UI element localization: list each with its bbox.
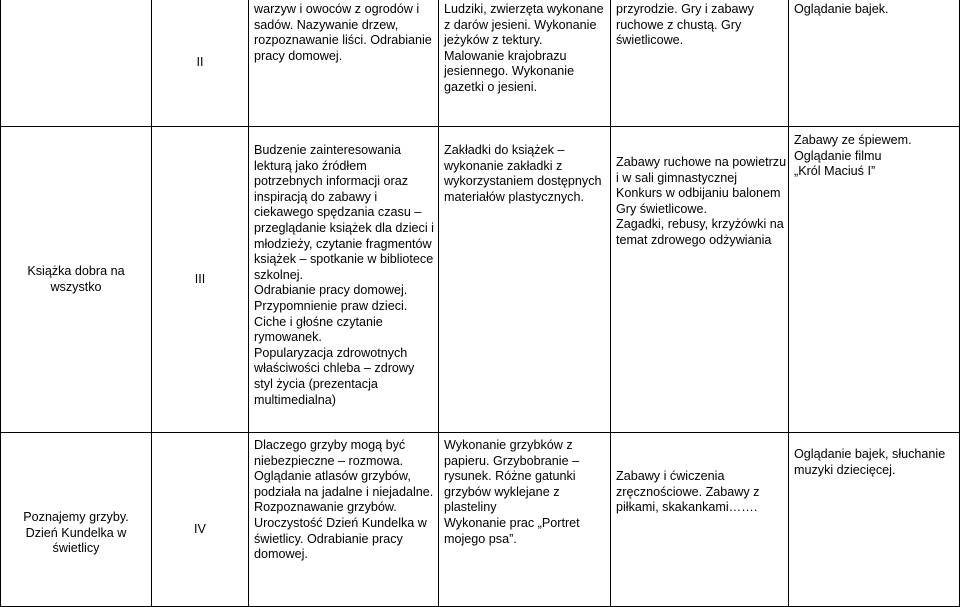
cell-text-line: z darów jesieni. Wykonanie (444, 17, 597, 32)
cell-text-line: Ludziki, zwierzęta wykonane (444, 2, 604, 16)
leisure-cell (789, 0, 960, 127)
cell-text-line: Oglądanie filmu (794, 148, 882, 163)
cell-text-line: przyrodzie. Gry i zabawy (616, 2, 754, 16)
cell-text-line: przeglądanie książek dla dzieci i (254, 220, 434, 235)
level-cell (152, 433, 249, 607)
cell-text-line: Zakładki do książek – (444, 143, 565, 157)
cell-text-line: lekturą jako źródłem (254, 158, 367, 173)
cell-text-line: młodzieży, czytanie fragmentów (254, 236, 432, 251)
cell-text-line: warzyw i owoców z ogrodów i (254, 2, 420, 16)
cell-text-line: Zabawy i ćwiczenia (616, 469, 725, 483)
cell-text-line: potrzebnych informacji oraz (254, 174, 408, 189)
cell-text-line: jeżyków z tektury. (444, 33, 543, 48)
cell-text-line: niebezpieczne – rozmowa. (254, 453, 404, 468)
cell-text-line: świetlicy. Odrabianie pracy (254, 531, 403, 546)
cell-text-line: jesiennego. Wykonanie (444, 64, 575, 79)
cell-text-line: pracy domowej. (254, 48, 343, 63)
leisure-cell (789, 127, 960, 433)
cell-text-line: wykorzystaniem dostępnych (444, 174, 602, 189)
cell-text-line: papieru. Grzybobranie – (444, 453, 580, 468)
cell-text-line: Książka dobra na (27, 263, 125, 278)
cell-text-line: świetlicy (52, 541, 100, 556)
level-cell (152, 127, 249, 433)
activities-cell (249, 0, 439, 127)
cell-text-line: Oglądanie atlasów grzybów, (254, 469, 411, 484)
table-body (1, 0, 960, 607)
cell-text-line: multimedialna) (254, 392, 336, 407)
cell-text-line: inspiracją do zabawy i (254, 189, 378, 204)
cell-text-line: materiałów plastycznych. (444, 189, 584, 204)
cell-text-line: plasteliny (444, 500, 497, 515)
cell-text-line: II (196, 55, 204, 70)
games-cell (611, 433, 789, 607)
cell-text-line: Popularyzacja zdrowotnych (254, 345, 408, 360)
table-row (1, 127, 960, 433)
cell-text-line: Zagadki, rebusy, krzyżówki na (616, 217, 784, 232)
cell-text-line: Gry świetlicowe. (616, 201, 707, 216)
cell-text-line: Zabawy ze śpiewem. (794, 133, 912, 147)
cell-text-line: Rozpoznawanie grzybów. (254, 500, 397, 515)
cell-text-line: wszystko (50, 279, 102, 294)
cell-text-line: Ciche i głośne czytanie (254, 314, 383, 329)
cell-text-line: Przypomnienie praw dzieci. (254, 298, 408, 313)
art-cell (439, 0, 611, 127)
cell-text-line: temat zdrowego odżywiania (616, 232, 772, 247)
cell-text-line: wykonanie zakładki z (444, 158, 563, 173)
topic-cell (1, 127, 152, 433)
cell-text-line: Oglądanie bajek, słuchanie (794, 447, 946, 461)
cell-text-line: ruchowe z chustą. Gry (616, 17, 742, 32)
level-cell (152, 0, 249, 127)
cell-text-line: grzybów wyklejane z (444, 484, 560, 499)
cell-text-line: sadów. Nazywanie drzew, (254, 17, 399, 32)
cell-text-line: III (194, 271, 206, 286)
cell-text-line: rysunek. Różne gatunki (444, 469, 576, 484)
cell-text-line: domowej. (254, 547, 308, 562)
cell-text-line: piłkami, skakankami……. (616, 500, 758, 515)
cell-text-line: Wykonanie grzybków z (444, 438, 573, 452)
cell-text-line: mojego psa”. (444, 531, 517, 546)
topic-cell (1, 0, 152, 127)
games-cell (611, 0, 789, 127)
cell-text-line: Dlaczego grzyby mogą być (254, 438, 406, 452)
cell-text-line: Budzenie zainteresowania (254, 143, 402, 157)
cell-text-line: „Król Maciuś I” (794, 164, 876, 179)
activities-cell (249, 127, 439, 433)
games-cell (611, 127, 789, 433)
leisure-cell (789, 433, 960, 607)
cell-text-line: muzyki dziecięcej. (794, 462, 896, 477)
cell-text-line: IV (194, 521, 206, 536)
cell-text-line: Odrabianie pracy domowej. (254, 283, 408, 298)
cell-text-line: Dzień Kundelka w (25, 525, 127, 540)
art-cell (439, 127, 611, 433)
cell-text-line: Poznajemy grzyby. (23, 510, 129, 525)
cell-text-line: rozpoznawanie liści. Odrabianie (254, 33, 432, 48)
cell-text-line: rymowanek. (254, 330, 322, 345)
cell-text-line: styl życia (prezentacja (254, 376, 378, 391)
topic-cell (1, 433, 152, 607)
cell-text-line: i w sali gimnastycznej (616, 170, 738, 185)
cell-text-line: Wykonanie prac „Portret (444, 515, 580, 530)
cell-text-line: gazetki o jesieni. (444, 79, 538, 94)
table-row (1, 0, 960, 127)
cell-text-line: książek – spotkanie w bibliotece (254, 252, 434, 267)
cell-text-line: Uroczystość Dzień Kundelka w (254, 515, 427, 530)
cell-text-line: podziała na jadalne i niejadalne. (254, 484, 434, 499)
cell-text-line: świetlicowe. (616, 33, 684, 48)
cell-text-line: ciekawego spędzania czasu – (254, 205, 422, 220)
cell-text-line: właściwości chleba – zdrowy (254, 361, 415, 376)
cell-text-line: Malowanie krajobrazu (444, 48, 567, 63)
cell-text-line: Konkurs w odbijaniu balonem (616, 186, 781, 201)
cell-text-line: Oglądanie bajek. (794, 2, 889, 16)
cell-text-line: zręcznościowe. Zabawy z (616, 484, 760, 499)
cell-text-line: szkolnej. (254, 267, 303, 282)
activities-cell (249, 433, 439, 607)
cell-text-line: Zabawy ruchowe na powietrzu (616, 155, 787, 169)
table-row (1, 433, 960, 607)
art-cell (439, 433, 611, 607)
